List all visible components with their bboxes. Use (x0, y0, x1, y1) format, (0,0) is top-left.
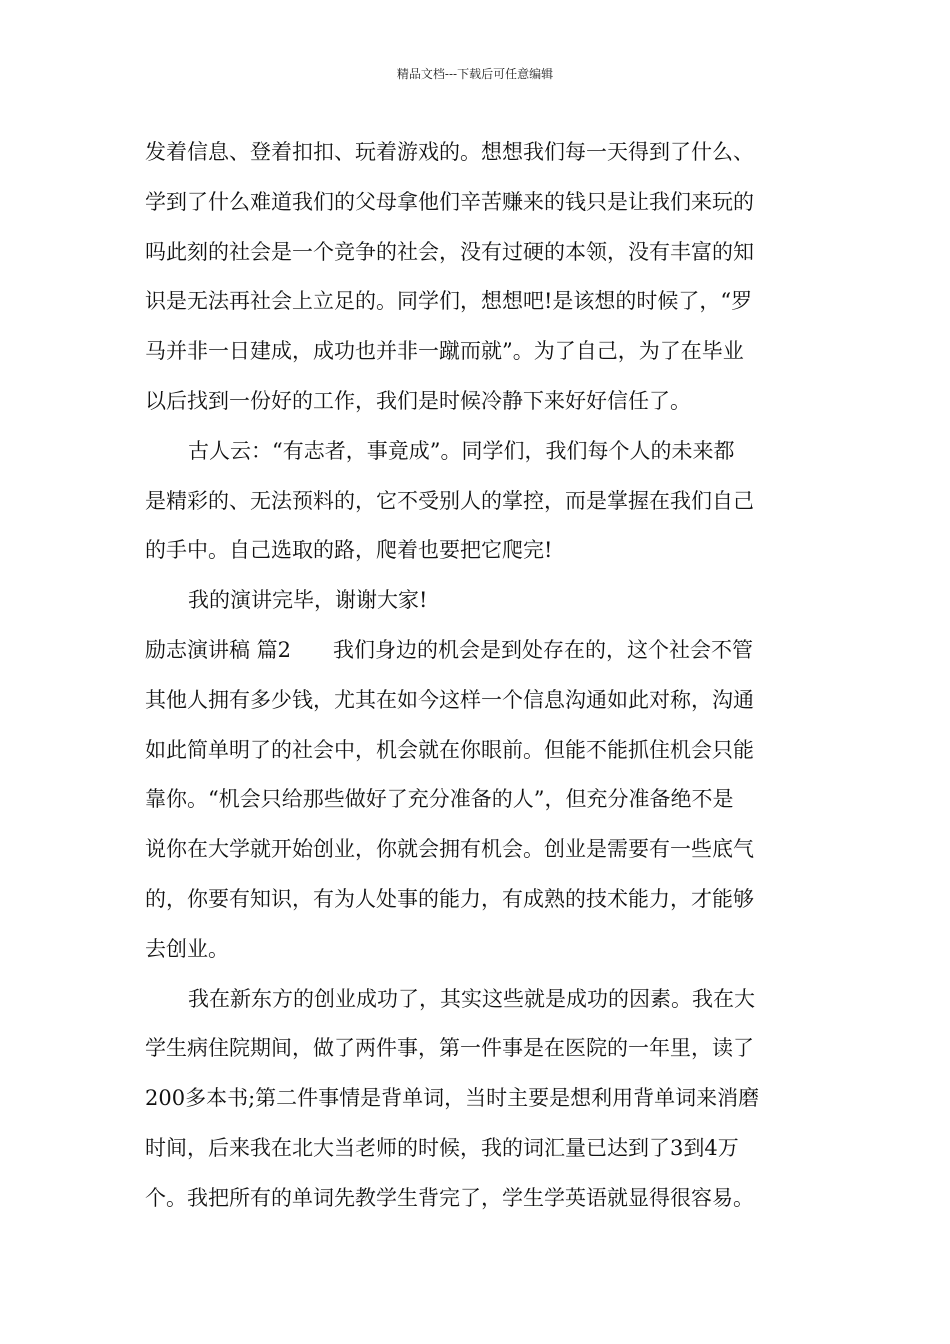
text-line: 200多本书;第二件事情是背单词，当时主要是想利用背单词来消磨 (145, 1086, 760, 1111)
text-line: 时间，后来我在北大当老师的时候，我的词汇量已达到了3到4万 (145, 1135, 739, 1160)
text-line: 学到了什么难道我们的父母拿他们辛苦赚来的钱只是让我们来玩的 (145, 189, 754, 214)
text-line: 其他人拥有多少钱，尤其在如今这样一个信息沟通如此对称，沟通 (145, 687, 754, 712)
page-header: 精品文档---下载后可任意编辑 (396, 67, 554, 81)
text-line: 我们身边的机会是到处存在的，这个社会不管 (333, 637, 754, 662)
text-line: 的，你要有知识，有为人处事的能力，有成熟的技术能力，才能够 (145, 886, 754, 911)
text-line: 说你在大学就开始创业，你就会拥有机会。创业是需要有一些底气 (145, 837, 754, 862)
text-line: 靠你。“机会只给那些做好了充分准备的人”，但充分准备绝不是 (145, 787, 734, 812)
text-line: 学生病住院期间，做了两件事，第一件事是在医院的一年里，读了 (145, 1036, 754, 1061)
text-line: 我在新东方的创业成功了，其实这些就是成功的因素。我在大 (188, 986, 755, 1011)
text-line: 如此简单明了的社会中，机会就在你眼前。但能不能抓住机会只能 (145, 737, 754, 762)
text-line: 发着信息、登着扣扣、玩着游戏的。想想我们每一天得到了什么、 (145, 140, 754, 164)
text-line: 的手中。自己选取的路，爬着也要把它爬完! (145, 538, 553, 563)
document-body (145, 128, 825, 1224)
text-line: 古人云：“有志者，事竟成”。同学们，我们每个人的未来都 (188, 438, 735, 463)
text-line: 吗此刻的社会是一个竞争的社会，没有过硬的本领，没有丰富的知 (145, 239, 754, 264)
text-line: 是精彩的、无法预料的，它不受别人的掌控，而是掌握在我们自己 (145, 488, 754, 513)
text-line: 识是无法再社会上立足的。同学们，想想吧!是该想的时候了，“罗 (145, 289, 753, 314)
text-line: 以后找到一份好的工作，我们是时候冷静下来好好信任了。 (145, 388, 691, 413)
text-line: 我的演讲完毕，谢谢大家! (188, 588, 428, 613)
text-line: 去创业。 (145, 936, 229, 961)
section-line (145, 626, 825, 676)
text-line: 个。我把所有的单词先教学生背完了，学生学英语就显得很容易。 (145, 1185, 754, 1210)
text-line: 马并非一日建成，成功也并非一蹴而就”。为了自己，为了在毕业 (145, 339, 744, 364)
section-title: 励志演讲稿 篇2 (145, 637, 292, 662)
